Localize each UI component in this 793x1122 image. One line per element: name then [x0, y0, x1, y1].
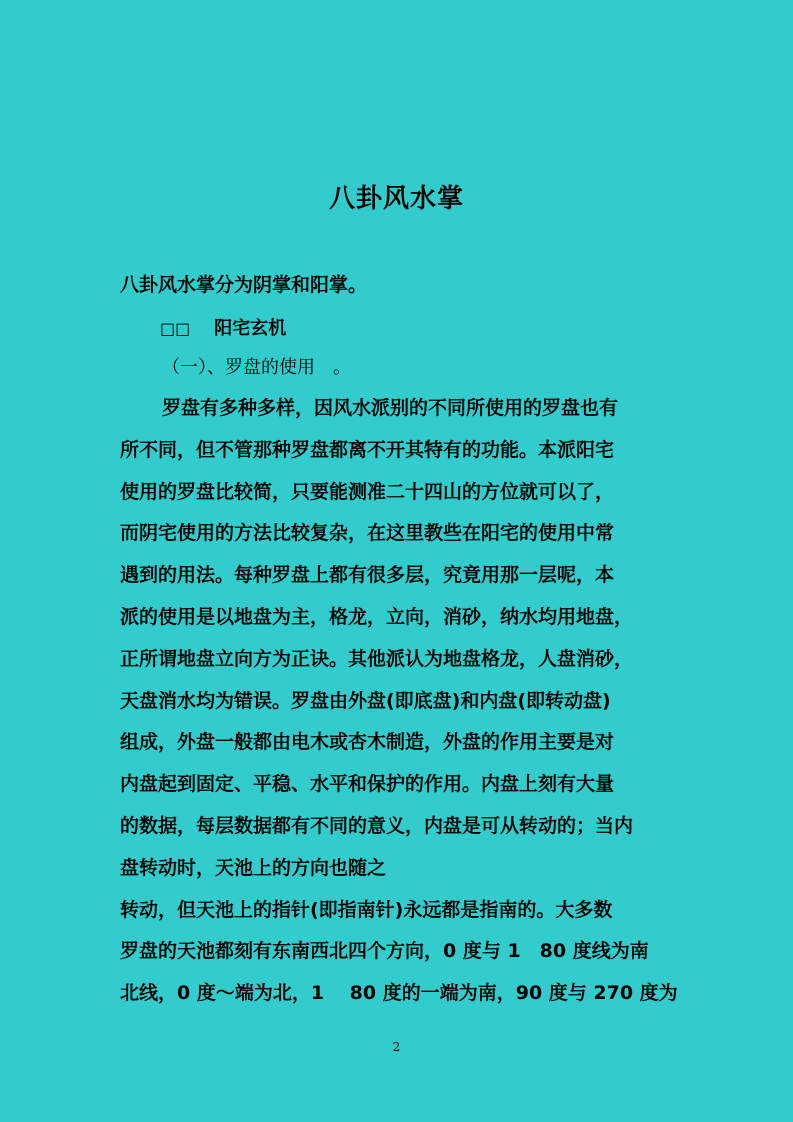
body-line: 转动，但天池上的指针(即指南针)永远都是指南的。大多数: [120, 898, 613, 921]
section-title: 阳宅玄机: [214, 318, 287, 339]
body-line: 罗盘的天池都刻有东南西北四个方向，0 度与 1 80 度线为南: [120, 940, 649, 963]
body-line: 天盘消水均为错误。罗盘由外盘(即底盘)和内盘(即转动盘): [120, 689, 611, 712]
body-line: 组成，外盘一般都由电木或杏木制造，外盘的作用主要是对: [120, 731, 615, 754]
body-line: 而阴宅使用的方法比较复杂，在这里教些在阳宅的使用中常: [120, 522, 615, 545]
body-line: 遇到的用法。每种罗盘上都有很多层，究竟用那一层呢，本: [120, 564, 615, 587]
body-line: 正所谓地盘立向方为正诀。其他派认为地盘格龙，人盘消砂，: [120, 647, 634, 670]
intro-line: 八卦风水掌分为阴掌和阳掌。: [120, 274, 368, 296]
body-line: 使用的罗盘比较简，只要能测准二十四山的方位就可以了，: [120, 480, 615, 503]
page-number: 2: [392, 1040, 401, 1054]
section-heading: [160, 314, 286, 340]
subsection-heading: （一）、罗盘的使用 。: [162, 357, 351, 378]
body-line: 的数据，每层数据都有不同的意义，内盘是可从转动的；当内: [120, 814, 634, 837]
body-line: 所不同，但不管那种罗盘都离不开其特有的功能。本派阳宅: [120, 438, 615, 461]
body-line: 盘转动时，天池上的方向也随之: [120, 856, 387, 879]
body-text: [120, 388, 680, 1015]
body-line: 内盘起到固定、平稳、水平和保护的作用。内盘上刻有大量: [120, 773, 615, 796]
document-title: 八卦风水掌: [328, 184, 464, 214]
body-line: 北线，0 度～端为北，1 80 度的一端为南，90 度与 270 度为: [120, 982, 678, 1005]
section-marker: □□: [160, 319, 191, 338]
body-line: 罗盘有多种多样，因风水派别的不同所使用的罗盘也有: [162, 397, 619, 419]
body-line: 派的使用是以地盘为主，格龙，立向，消砂，纳水均用地盘，: [120, 605, 634, 628]
